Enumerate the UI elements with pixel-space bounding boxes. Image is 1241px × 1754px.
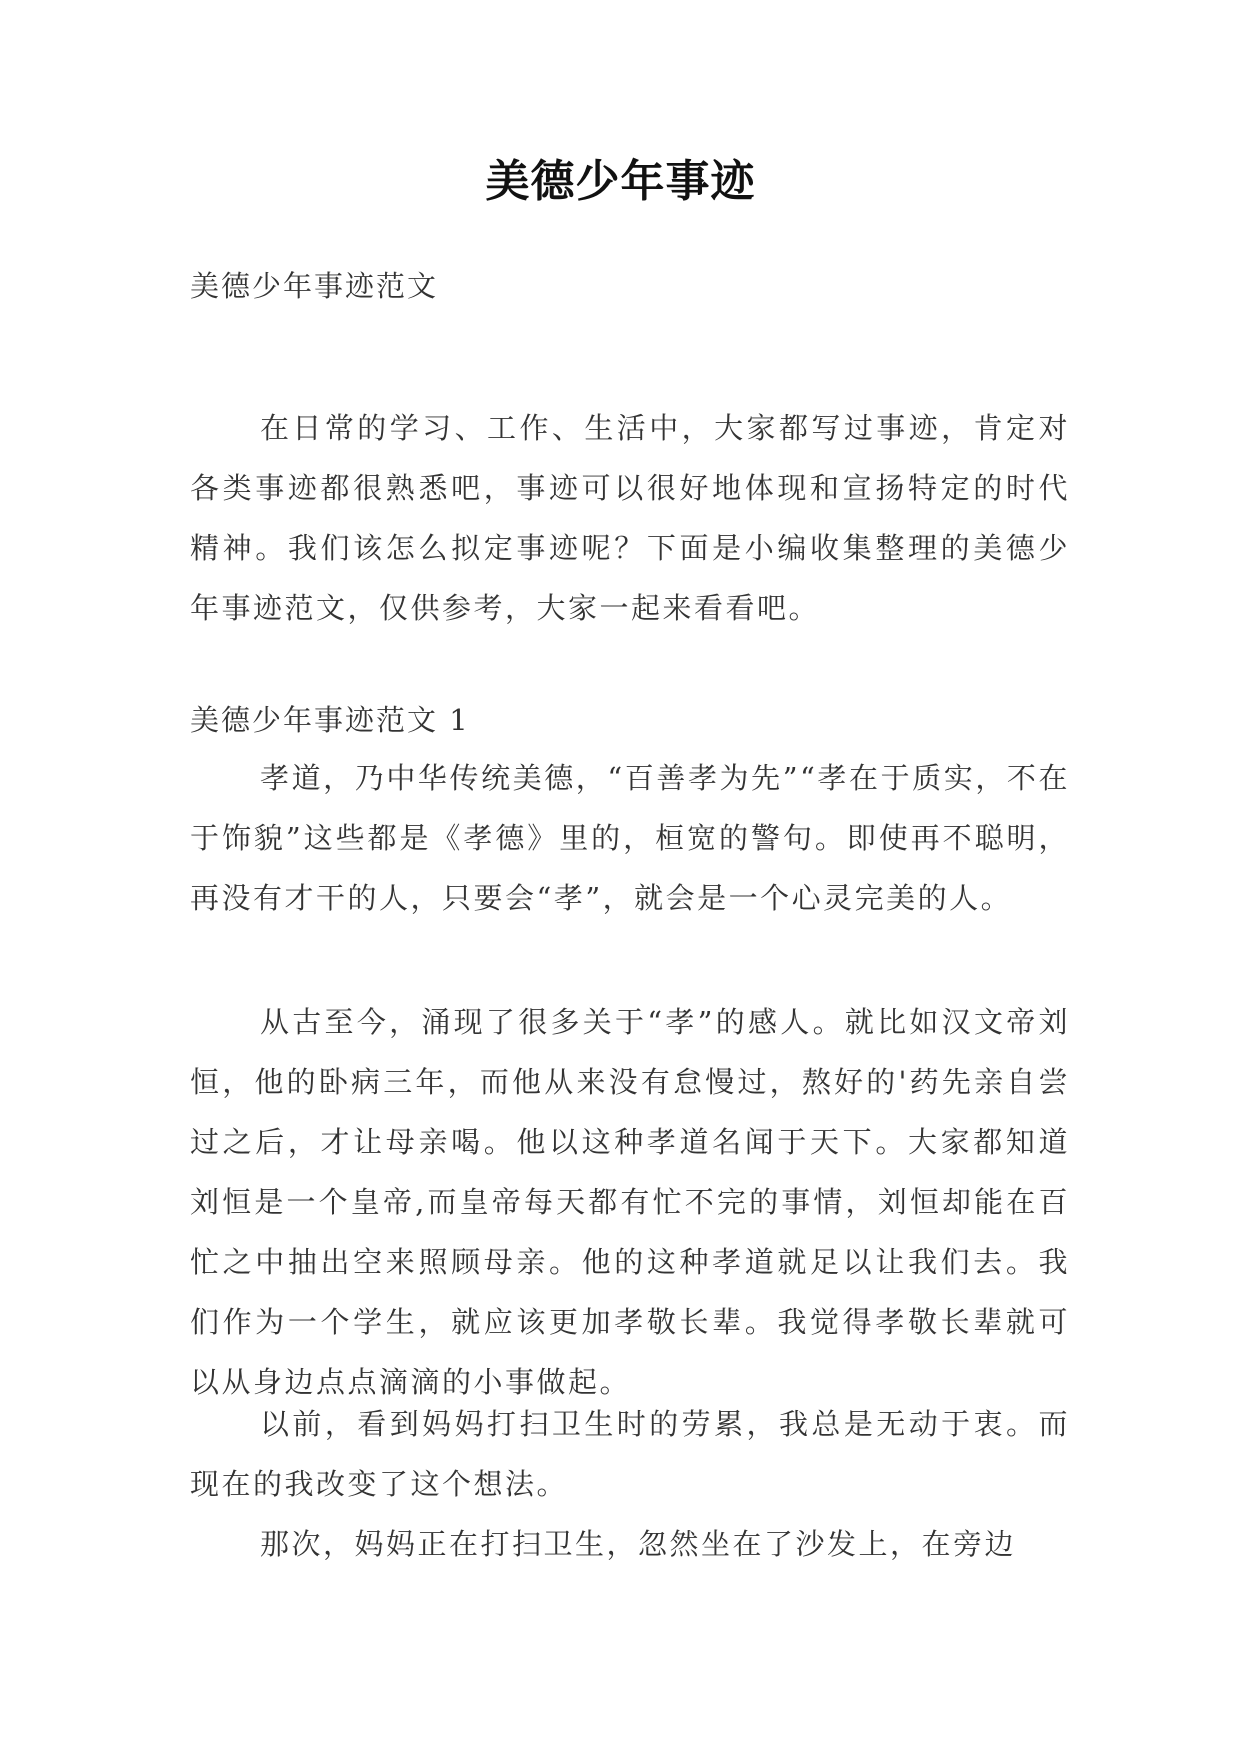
- document-title: 美德少年事迹: [485, 156, 756, 207]
- body-paragraph: 从古至今，涌现了很多关于“孝”的感人。就比如汉文帝刘恒，他的卧病三年，而他从来没有怠慢过，熬好的'药先亲自尝过之后，才让母亲喝。他以这种孝道名闻于天下。大家都知道刘恒是一个皇帝,而皇帝每天都有忙不完的事情，刘恒却能在百忙之中抽出空来照顾母亲。他的这种孝道就足以让我们去。我们作为一个学生，就应该更加孝敬长辈。我觉得孝敬长辈就可以从身边点点滴滴的小事做起。: [190, 1005, 1070, 1399]
- body-paragraph: 孝道，乃中华传统美德，“百善孝为先”“孝在于质实，不在于饰貌”这些都是《孝德》里的，桓宽的警句。即使再不聪明，再没有才干的人，只要会“孝”，就会是一个心灵完美的人。: [190, 761, 1070, 915]
- section-heading: 美德少年事迹范文 1: [190, 703, 470, 737]
- document-subtitle: 美德少年事迹范文: [190, 269, 439, 303]
- intro-paragraph: 在日常的学习、工作、生活中，大家都写过事迹，肯定对各类事迹都很熟悉吧，事迹可以很好地体现和宣扬特定的时代精神。我们该怎么拟定事迹呢？下面是小编收集整理的美德少年事迹范文，仅供参考，大家一起来看看吧。: [190, 411, 1070, 625]
- body-paragraph: 以前，看到妈妈打扫卫生时的劳累，我总是无动于衷。而现在的我改变了这个想法。: [190, 1407, 1070, 1501]
- body-paragraph: 那次，妈妈正在打扫卫生，忽然坐在了沙发上，在旁边: [260, 1527, 1017, 1561]
